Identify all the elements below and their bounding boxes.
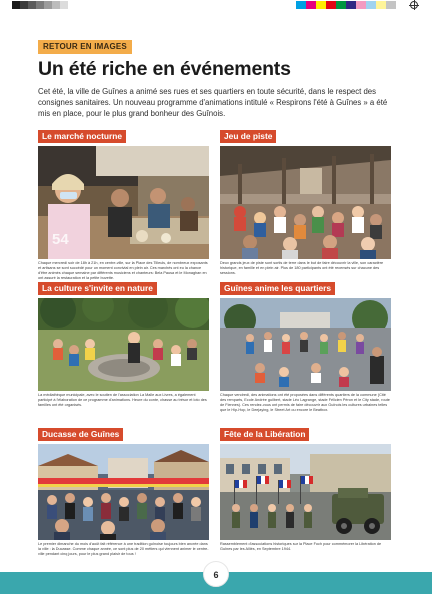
- card-marche-nocturne: [38, 126, 209, 281]
- svg-text:54: 54: [52, 231, 69, 248]
- card-caption: Rassemblement d'associations historiques sur la Place Foch pour commémorer la Libération de Guînes par les Alliés, en Septembre 1944.: [220, 542, 382, 551]
- card-title: Ducasse de Guînes: [38, 428, 123, 441]
- photo-jeu-de-piste: [220, 146, 391, 259]
- registration-mark-icon: [410, 1, 418, 9]
- section-tag: RETOUR EN IMAGES: [38, 40, 132, 54]
- card-culture-nature: [38, 278, 209, 408]
- page-title: Un été riche en événements: [38, 58, 291, 80]
- card-jeu-de-piste: [220, 126, 391, 276]
- card-caption: Chaque mercredi soir de 18h à 21h, en centre-ville, sur la Place des Tilleuls, de nombreux exposants et artisans se sont succédé pour un moment convivial en plein air. Ces marchés ont eu la chance d'être animés chaque semaine par différents musiciens et chanteurs: Bela Pausa et le Monaghan en ont assuré la restauration et la petite buvette.: [38, 261, 208, 280]
- card-title: Le marché nocturne: [38, 130, 126, 143]
- intro-paragraph: Cet été, la ville de Guînes a animé ses rues et ses quartiers en toute sécurité, dans le respect des consignes sanitaires. Un nouveau programme d'animations intitulé « Respirons l'été à Guînes » a été mis en place, pour le plus grand bonheur des Guînois.: [38, 87, 388, 119]
- photo-fete-liberation: [220, 444, 391, 540]
- card-title: Guînes anime les quartiers: [220, 282, 335, 295]
- photo-culture-nature: [38, 298, 209, 391]
- photo-guines-quartiers: [220, 298, 391, 391]
- photo-ducasse: [38, 444, 209, 540]
- card-caption: Le premier dimanche du mois d'août fait référence à une tradition guînoise toujours bien ancrée dans la ville : la Ducasse. Comme chaque année, ce sont plus de 20 métiers qui viennent animer le centre-ville pendant cinq jours, pour le plus grand plaisir de tous !: [38, 542, 209, 556]
- card-title: Jeu de piste: [220, 130, 276, 143]
- card-caption: Chaque vendredi, des animations ont été proposées dans différents quartiers de la commune (Cité des remparts, Ecole Andrée guilbert, stade Léo Lagrange, stade Félicien Péron et le City stade, route de Fiennes). Ces rendez-vous ont permis de faire découvrir aux Guînois les cultures urbaines telles que le Hip-Hop, le Deejaying, le Street Art ou encore le Beatbox.: [220, 393, 390, 412]
- card-title: La culture s'invite en nature: [38, 282, 157, 295]
- card-caption: La médiathèque municipale, avec le soutien de l'association La Malle aux Livres, a également participé à l'élaboration de ce programme d'animations. Heure du conte, chasse au trésor et loto des familles ont été organisés.: [38, 393, 207, 407]
- card-guines-quartiers: [220, 278, 391, 413]
- photo-marche-nocturne: [38, 146, 209, 259]
- print-color-bar: [0, 0, 432, 10]
- card-title: Fête de la Libération: [220, 428, 309, 441]
- card-ducasse: [38, 424, 209, 557]
- page-number: 6: [203, 561, 229, 587]
- card-caption: Deux grands jeux de piste sont sortis de terre dans le but de faire découvrir la ville, son caractère historique, en famille et en plein air. Plus de 180 participants ont été recensés sur chacune des sessions.: [220, 261, 384, 275]
- card-fete-liberation: [220, 424, 391, 552]
